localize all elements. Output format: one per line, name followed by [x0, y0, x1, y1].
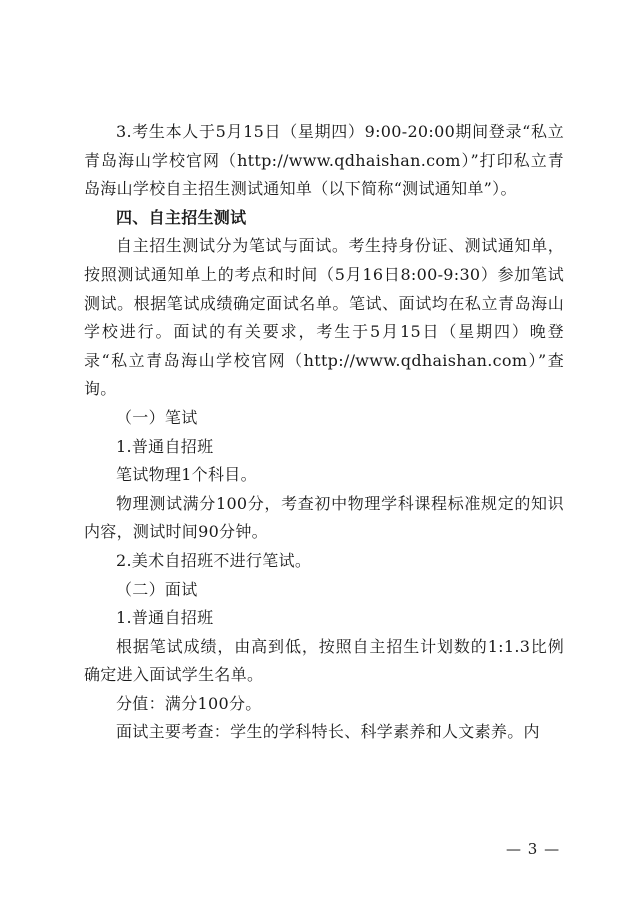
- item-regular-class-written: 1.普通自招班: [116, 436, 214, 456]
- item-art-class-written: 2.美术自招班不进行笔试。: [116, 550, 312, 570]
- paragraph-test-overview: 自主招生测试分为笔试与面试。考生持身份证、测试通知单，按照测试通知单上的考点和时间（5月16日8:00-9:30）参加笔试测试。根据笔试成绩确定面试名单。笔试、面试均在私立青岛海山学校进行。面试的有关要求，考生于5月15日（星期四）晚登录“私立青岛海山学校官网（http://www.qdhaishan.com）”查询。: [84, 236, 564, 399]
- paragraph-written-subject: 笔试物理1个科目。: [116, 465, 257, 485]
- page-number: — 3 —: [506, 840, 561, 858]
- document-body: [84, 118, 564, 747]
- paragraph-interview-content: 面试主要考查：学生的学科特长、科学素养和人文素养。内: [116, 722, 540, 742]
- paragraph-login-notice: 3.考生本人于5月15日（星期四）9:00-20:00期间登录“私立青岛海山学校官网（http://www.qdhaishan.com）”打印私立青岛海山学校自主招生测试通知单（以下简称“测试通知单”）。: [84, 122, 564, 199]
- paragraph-physics-test: 物理测试满分100分，考查初中物理学科课程标准规定的知识内容，测试时间90分钟。: [84, 493, 564, 542]
- paragraph-interview-ratio: 根据笔试成绩，由高到低，按照自主招生计划数的1:1.3比例确定进入面试学生名单。: [84, 636, 564, 685]
- section-heading-admission-test: 四、自主招生测试: [116, 207, 247, 227]
- item-regular-class-interview: 1.普通自招班: [116, 608, 214, 628]
- paragraph-interview-score: 分值：满分100分。: [116, 693, 262, 713]
- subheading-interview: （二）面试: [116, 579, 198, 599]
- subheading-written-test: （一）笔试: [116, 407, 198, 427]
